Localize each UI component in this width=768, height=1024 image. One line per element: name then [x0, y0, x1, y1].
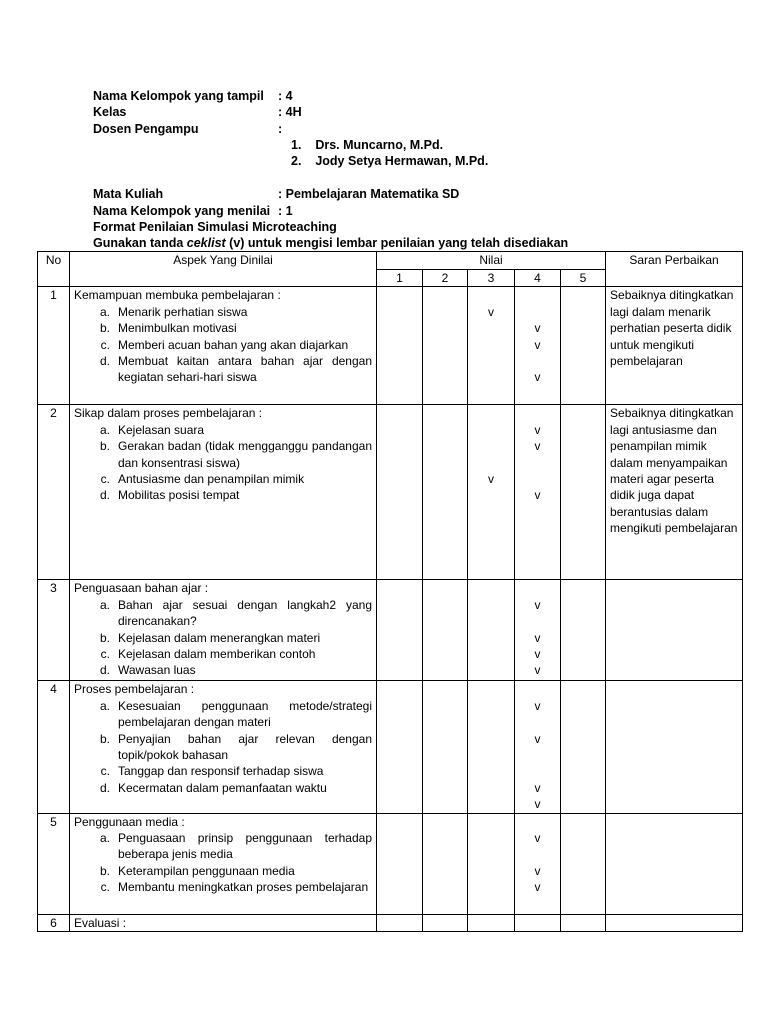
check-mark	[468, 487, 514, 503]
col-no-header: No	[38, 252, 70, 287]
check-mark	[468, 337, 514, 353]
list-item	[74, 731, 372, 764]
dosen-1: 1. Drs. Muncarno, M.Pd.	[291, 138, 444, 152]
score-cell-5[interactable]	[561, 681, 606, 813]
check-mark	[468, 455, 514, 471]
score-header-1: 1	[377, 270, 423, 287]
item-text: Menimbulkan motivasi	[118, 321, 237, 336]
item-text: Tanggap dan responsif terhadap siswa	[118, 764, 324, 779]
score-cell-2[interactable]	[423, 580, 468, 681]
check-mark: v	[488, 304, 494, 319]
table-row	[38, 813, 743, 914]
check-mark: v	[488, 471, 494, 486]
check-mark: v	[534, 698, 541, 713]
item-text: Keterampilan penggunaan media	[118, 863, 295, 878]
saran-cell[interactable]: Sebaiknya ditingkatkan lagi antusiasme dan penampilan mimik dalam menyampaikan materi agar peserta didik juga dapat berantusias dalam mengikuti pembelajaran	[606, 405, 743, 580]
table-row	[38, 580, 743, 681]
score-cell-1[interactable]	[377, 580, 423, 681]
check-mark: v	[534, 337, 541, 352]
check-mark	[515, 455, 560, 471]
row-number: 2	[38, 405, 70, 580]
check-mark: v	[534, 422, 541, 437]
check-mark: v	[534, 630, 541, 645]
check-mark: v	[534, 488, 541, 503]
item-text: Menarik perhatian siswa	[118, 304, 248, 319]
check-mark	[515, 580, 560, 596]
list-item	[74, 597, 372, 630]
col-nilai-header: Nilai	[377, 252, 606, 270]
table-row	[38, 914, 743, 931]
saran-cell[interactable]	[606, 681, 743, 813]
score-cell-3[interactable]	[468, 405, 515, 580]
check-mark	[468, 353, 514, 369]
check-mark	[468, 422, 514, 438]
check-mark: v	[534, 646, 541, 661]
saran-cell[interactable]	[606, 914, 743, 931]
aspect-cell	[70, 580, 377, 681]
score-header-5: 5	[561, 270, 606, 287]
aspect-title: Kemampuan membuka pembelajaran :	[74, 288, 281, 303]
score-cell-3[interactable]	[468, 914, 515, 931]
aspect-cell	[70, 813, 377, 914]
item-text: Kejelasan dalam memberikan contoh	[118, 647, 316, 662]
kelas-label: Kelas	[93, 105, 127, 119]
check-mark	[515, 814, 560, 830]
row-number: 3	[38, 580, 70, 681]
row-number: 1	[38, 287, 70, 405]
check-mark: v	[534, 731, 541, 746]
kelompok-tampil-value: : 4	[278, 89, 293, 103]
list-item	[74, 438, 372, 471]
item-marker: d.	[99, 780, 110, 795]
list-item	[74, 763, 372, 779]
list-item	[74, 304, 372, 320]
aspect-cell	[70, 914, 377, 931]
list-item	[74, 320, 372, 336]
check-mark	[515, 681, 560, 697]
item-text: Membantu meningkatkan proses pembelajaran	[118, 880, 369, 895]
item-marker: d.	[99, 354, 110, 369]
score-header-3: 3	[468, 270, 515, 287]
check-mark	[468, 287, 514, 303]
dosen-label: Dosen Pengampu	[93, 122, 199, 136]
check-mark	[468, 438, 514, 454]
score-cell-4[interactable]	[515, 580, 561, 681]
score-cell-2[interactable]	[423, 681, 468, 813]
col-aspek-header: Aspek Yang Dinilai	[70, 252, 377, 287]
check-mark	[515, 304, 560, 320]
check-mark	[515, 763, 560, 779]
aspect-items	[74, 698, 372, 796]
item-text: Membuat kaitan antara bahan ajar dengan kegiatan sehari-hari siswa	[118, 354, 372, 385]
saran-cell[interactable]: Sebaiknya ditingkatkan lagi dalam menarik perhatian peserta didik untuk mengikuti pembelajaran	[606, 287, 743, 405]
check-mark	[515, 287, 560, 303]
list-item	[74, 337, 372, 353]
check-mark	[515, 895, 560, 911]
check-mark	[515, 353, 560, 369]
item-text: Memberi acuan bahan yang akan diajarkan	[118, 337, 349, 352]
list-item	[74, 863, 372, 879]
aspect-title: Proses pembelajaran :	[74, 682, 195, 697]
score-cell-5[interactable]	[561, 580, 606, 681]
score-cell-3[interactable]	[468, 580, 515, 681]
check-mark	[515, 747, 560, 763]
check-mark: v	[534, 370, 541, 385]
list-item	[74, 830, 372, 863]
check-mark	[515, 613, 560, 629]
list-item	[74, 698, 372, 731]
item-marker: a.	[99, 304, 110, 319]
item-marker: a.	[99, 830, 110, 845]
check-mark: v	[534, 597, 541, 612]
item-marker: c.	[100, 880, 110, 895]
table-row	[38, 681, 743, 813]
list-item	[74, 630, 372, 646]
format-line: Format Penilaian Simulasi Microteaching	[93, 220, 337, 234]
item-text: Kesesuaian penggunaan metode/strategi pembelajaran dengan materi	[118, 698, 372, 730]
header-kelas	[93, 104, 302, 120]
score-header-2: 2	[423, 270, 468, 287]
header-kelompok-tampil	[93, 88, 293, 104]
aspect-items	[74, 304, 372, 386]
score-cell-3[interactable]	[468, 681, 515, 813]
matkul-value: : Pembelajaran Matematika SD	[278, 187, 460, 201]
check-mark: v	[534, 863, 541, 878]
check-mark: v	[534, 797, 541, 812]
score-cell-5[interactable]	[561, 287, 606, 405]
row-number: 6	[38, 914, 70, 931]
dosen-2: 2. Jody Setya Hermawan, M.Pd.	[291, 154, 489, 168]
instruction-line	[93, 235, 568, 251]
header-kelompok-menilai	[93, 203, 293, 219]
row-number: 4	[38, 681, 70, 813]
item-text: Mobilitas posisi tempat	[118, 488, 240, 503]
score-cell-2[interactable]	[423, 813, 468, 914]
item-marker: c.	[100, 764, 110, 779]
list-item	[74, 487, 372, 503]
kelompok-menilai-value: : 1	[278, 204, 293, 218]
table-body	[38, 287, 743, 932]
instruction-pre: Gunakan tanda	[93, 236, 187, 250]
score-cell-5[interactable]	[561, 813, 606, 914]
score-cell-3[interactable]	[468, 813, 515, 914]
table-row	[38, 287, 743, 405]
item-text: Wawasan luas	[118, 663, 196, 678]
aspect-items	[74, 830, 372, 896]
item-marker: d.	[99, 488, 110, 503]
table-header-row	[38, 252, 743, 270]
item-marker: b.	[99, 731, 110, 746]
instruction-em: ceklist	[186, 236, 226, 250]
saran-cell[interactable]	[606, 580, 743, 681]
list-item	[74, 879, 372, 895]
header-dosen	[93, 121, 282, 137]
list-item	[74, 422, 372, 438]
check-mark: v	[534, 663, 541, 678]
check-mark	[515, 405, 560, 421]
score-header-4: 4	[515, 270, 561, 287]
score-cell-3[interactable]	[468, 287, 515, 405]
check-mark: v	[534, 780, 541, 795]
item-marker: c.	[100, 337, 110, 352]
item-text: Penyajian bahan ajar relevan dengan topik/pokok bahasan	[118, 731, 372, 763]
list-item	[74, 662, 372, 678]
check-mark: v	[534, 439, 541, 454]
score-cell-4[interactable]	[515, 287, 561, 405]
kelompok-tampil-label: Nama Kelompok yang tampil	[93, 89, 264, 103]
aspect-items	[74, 422, 372, 504]
aspect-cell	[70, 287, 377, 405]
score-cell-4[interactable]	[515, 681, 561, 813]
item-text: Penguasaan prinsip penggunaan terhadap beberapa jenis media	[118, 830, 372, 862]
check-mark	[515, 471, 560, 487]
item-text: Bahan ajar sesuai dengan langkah2 yang direncanakan?	[118, 597, 372, 629]
item-text: Kejelasan suara	[118, 422, 205, 437]
saran-cell[interactable]	[606, 813, 743, 914]
table-row	[38, 405, 743, 580]
kelas-value: : 4H	[278, 105, 302, 119]
score-cell-1[interactable]	[377, 914, 423, 931]
check-mark: v	[534, 321, 541, 336]
item-marker: b.	[99, 863, 110, 878]
instruction-post: (v) untuk mengisi lembar penilaian yang telah disediakan	[225, 236, 569, 250]
header-matkul	[93, 186, 459, 202]
dosen-value: :	[278, 122, 283, 136]
check-mark	[515, 386, 560, 402]
aspect-title: Penggunaan media :	[74, 814, 185, 829]
list-item	[74, 646, 372, 662]
item-marker: a.	[99, 422, 110, 437]
score-cell-1[interactable]	[377, 813, 423, 914]
check-mark	[468, 369, 514, 385]
aspect-cell	[70, 405, 377, 580]
check-mark	[515, 846, 560, 862]
item-text: Kejelasan dalam menerangkan materi	[118, 630, 321, 645]
check-mark	[515, 714, 560, 730]
score-cell-4[interactable]	[515, 405, 561, 580]
item-marker: a.	[99, 698, 110, 713]
score-cell-5[interactable]	[561, 405, 606, 580]
assessment-table	[37, 251, 743, 932]
list-item	[74, 780, 372, 796]
item-marker: b.	[99, 321, 110, 336]
aspect-title: Penguasaan bahan ajar :	[74, 581, 209, 596]
matkul-label: Mata Kuliah	[93, 187, 164, 201]
check-mark: v	[534, 880, 541, 895]
score-cell-1[interactable]	[377, 681, 423, 813]
item-marker: b.	[99, 630, 110, 645]
item-marker: b.	[99, 439, 110, 454]
score-cell-2[interactable]	[423, 405, 468, 580]
check-mark	[468, 320, 514, 336]
score-cell-5[interactable]	[561, 914, 606, 931]
item-marker: a.	[99, 597, 110, 612]
score-cell-2[interactable]	[423, 287, 468, 405]
check-mark	[468, 405, 514, 421]
list-item	[74, 471, 372, 487]
check-mark: v	[534, 830, 541, 845]
item-marker: d.	[99, 663, 110, 678]
score-cell-1[interactable]	[377, 287, 423, 405]
item-text: Kecermatan dalam pemanfaatan waktu	[118, 780, 327, 795]
item-text: Gerakan badan (tidak mengganggu pandangan dan konsentrasi siswa)	[118, 439, 372, 470]
item-marker: c.	[100, 472, 110, 487]
aspect-items	[74, 597, 372, 679]
kelompok-menilai-label: Nama Kelompok yang menilai	[93, 204, 271, 218]
score-cell-4[interactable]	[515, 813, 561, 914]
check-mark	[468, 386, 514, 402]
score-cell-1[interactable]	[377, 405, 423, 580]
list-item	[74, 353, 372, 386]
aspect-cell	[70, 681, 377, 813]
score-cell-2[interactable]	[423, 914, 468, 931]
aspect-title: Sikap dalam proses pembelajaran :	[74, 406, 263, 421]
item-marker: c.	[100, 647, 110, 662]
score-cell-4[interactable]	[515, 914, 561, 931]
col-saran-header: Saran Perbaikan	[606, 252, 743, 287]
item-text: Antusiasme dan penampilan mimik	[118, 472, 305, 487]
row-number: 5	[38, 813, 70, 914]
aspect-title: Evaluasi :	[74, 915, 127, 930]
